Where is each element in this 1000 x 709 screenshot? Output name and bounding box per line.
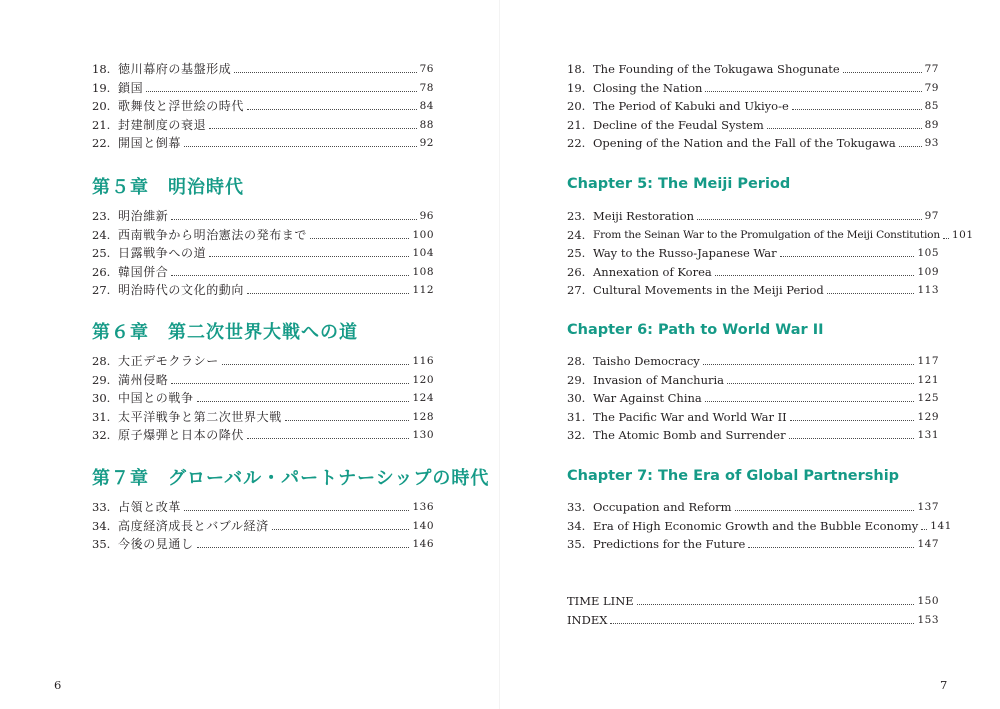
entry-title: 西南戦争から明治憲法の発布まで: [118, 227, 308, 242]
dot-leader: [247, 438, 409, 439]
entry-title: 鎖国: [118, 80, 144, 95]
toc-entry: [92, 424, 434, 442]
entry-number: 33.: [92, 500, 111, 514]
toc-entry: [92, 515, 434, 533]
entry-title: 原子爆弾と日本の降伏: [118, 428, 245, 443]
chapter-6-heading-en: Chapter 6: Path to World War II: [567, 322, 824, 338]
entry-title: War Against China: [593, 391, 702, 406]
toc-entry: [567, 58, 939, 76]
entry-page-number: 141: [930, 519, 952, 532]
entry-page-number: 128: [412, 410, 434, 423]
entry-number: 23.: [92, 209, 111, 223]
entry-page-number: 153: [917, 613, 939, 626]
entry-title: 高度経済成長とバブル経済: [118, 518, 269, 533]
toc-entry: [92, 496, 434, 514]
toc-entry: [92, 58, 434, 76]
dot-leader: [715, 275, 915, 276]
entry-page-number: 88: [419, 118, 434, 131]
dot-leader: [705, 401, 915, 402]
entry-title: The Founding of the Tokugawa Shogunate: [593, 62, 840, 76]
toc-entry: [567, 424, 939, 442]
entry-number: 25.: [92, 246, 111, 261]
entry-number: 25.: [567, 246, 586, 261]
entry-number: 21.: [92, 117, 111, 132]
entry-title: 徳川幕府の基盤形成: [118, 62, 232, 76]
entry-title: Decline of the Feudal System: [593, 117, 764, 132]
entry-title: 歌舞伎と浮世絵の時代: [118, 99, 245, 114]
entry-title: TIME LINE: [567, 594, 634, 608]
entry-page-number: 130: [412, 429, 434, 442]
entry-title: The Pacific War and World War II: [593, 409, 787, 424]
dot-leader: [285, 420, 410, 421]
dot-leader: [703, 364, 915, 365]
dot-leader: [792, 109, 922, 110]
entry-number: 26.: [567, 264, 586, 279]
entry-number: 34.: [92, 518, 111, 533]
entry-page-number: 92: [419, 137, 434, 150]
entry-title: 封建制度の衰退: [118, 117, 207, 132]
entry-number: 31.: [567, 409, 586, 424]
toc-entry: [92, 279, 434, 297]
dot-leader: [610, 623, 914, 624]
entry-page-number: 97: [924, 210, 939, 222]
entry-title: 占領と改革: [118, 500, 182, 514]
right-page-english: [500, 0, 1000, 709]
entry-number: 28.: [92, 354, 111, 368]
toc-entry: [567, 387, 939, 405]
entry-number: 23.: [567, 209, 586, 223]
toc-entry: [567, 132, 939, 150]
entry-number: 22.: [567, 136, 586, 151]
entry-page-number: 100: [412, 228, 434, 241]
entry-number: 24.: [92, 227, 111, 242]
toc-entry: [567, 205, 939, 223]
dot-leader: [748, 547, 914, 548]
dot-leader: [247, 109, 417, 110]
entry-title: 韓国併合: [118, 264, 169, 279]
entry-number: 26.: [92, 264, 111, 279]
dot-leader: [272, 529, 410, 530]
entry-title: Invasion of Manchuria: [593, 372, 725, 387]
entry-title: 今後の見通し: [118, 537, 194, 552]
entry-title: INDEX: [567, 612, 608, 627]
entry-title: From the Seinan War to the Promulgation of the Meiji Constitution: [593, 228, 940, 241]
dot-leader: [637, 604, 915, 605]
toc-entry: [567, 242, 939, 260]
entry-number: 19.: [567, 80, 586, 95]
dot-leader: [197, 401, 410, 402]
entry-page-number: 84: [419, 100, 434, 113]
toc-entry: [92, 132, 434, 150]
entry-title: 満州侵略: [118, 372, 169, 387]
dot-leader: [727, 383, 914, 384]
entry-page-number: 131: [917, 429, 939, 442]
entry-page-number: 109: [917, 265, 939, 278]
entry-title: Opening of the Nation and the Fall of the Tokugawa: [593, 136, 896, 151]
entry-page-number: 146: [412, 538, 434, 551]
entry-page-number: 125: [917, 392, 939, 405]
entry-page-number: 150: [917, 595, 939, 607]
toc-entry: [567, 114, 939, 132]
entry-number: 32.: [92, 428, 111, 443]
entry-number: 31.: [92, 409, 111, 424]
entry-page-number: 108: [412, 265, 434, 278]
entry-title: 明治時代の文化的動向: [118, 283, 245, 298]
dot-leader: [222, 364, 410, 365]
dot-leader: [705, 91, 921, 92]
entry-number: 29.: [567, 372, 586, 387]
toc-entry: [567, 224, 974, 242]
entry-number: 27.: [92, 283, 111, 298]
entry-title: 太平洋戦争と第二次世界大戦: [118, 409, 282, 424]
entry-number: 32.: [567, 428, 586, 443]
entry-title: Closing the Nation: [593, 80, 703, 95]
dot-leader: [310, 238, 409, 239]
entry-number: 21.: [567, 117, 586, 132]
entry-title: 明治維新: [118, 209, 169, 223]
entry-page-number: 124: [412, 392, 434, 405]
entry-title: The Atomic Bomb and Surrender: [593, 428, 786, 443]
entry-number: 30.: [567, 391, 586, 406]
entry-page-number: 79: [924, 81, 939, 94]
page-number-left: 6: [54, 678, 62, 692]
entry-number: 27.: [567, 283, 586, 298]
entry-number: 18.: [92, 62, 111, 76]
entry-number: 19.: [92, 80, 111, 95]
dot-leader: [827, 293, 915, 294]
entry-page-number: 77: [924, 63, 939, 75]
entry-number: 29.: [92, 372, 111, 387]
toc-entry: [92, 261, 434, 279]
dot-leader: [171, 275, 409, 276]
toc-entry: [92, 369, 434, 387]
entry-page-number: 112: [412, 284, 434, 297]
dot-leader: [780, 256, 915, 257]
toc-entry: [92, 224, 434, 242]
page-number-right: 7: [940, 678, 948, 692]
entry-number: 22.: [92, 136, 111, 151]
toc-entry: [92, 77, 434, 95]
toc-entry: [92, 406, 434, 424]
dot-leader: [209, 256, 409, 257]
toc-entry: [567, 279, 939, 297]
entry-page-number: 140: [412, 519, 434, 532]
entry-title: Taisho Democracy: [593, 354, 700, 368]
dot-leader: [234, 72, 416, 73]
entry-page-number: 113: [917, 284, 939, 297]
dot-leader: [184, 510, 409, 511]
dot-leader: [843, 72, 922, 73]
toc-entry: [567, 369, 939, 387]
entry-number: 30.: [92, 391, 111, 406]
entry-title: Predictions for the Future: [593, 537, 746, 552]
chapter-7-heading-jp: 第７章 グローバル・パートナーシップの時代: [92, 468, 490, 489]
toc-entry: [92, 387, 434, 405]
toc-entry: [92, 533, 434, 551]
entry-page-number: 85: [924, 100, 939, 113]
toc-entry: [92, 205, 434, 223]
dot-leader: [789, 438, 915, 439]
entry-page-number: 116: [412, 355, 434, 367]
toc-entry: [567, 77, 939, 95]
toc-entry: [567, 95, 939, 113]
toc-entry: [92, 114, 434, 132]
toc-entry: [567, 496, 939, 514]
dot-leader: [943, 238, 949, 239]
entry-page-number: 96: [419, 210, 434, 222]
entry-title: The Period of Kabuki and Ukiyo-e: [593, 99, 789, 114]
dot-leader: [899, 146, 922, 147]
entry-page-number: 89: [924, 118, 939, 131]
toc-entry: [92, 350, 434, 368]
entry-number: 35.: [567, 537, 586, 552]
dot-leader: [247, 293, 409, 294]
chapter-5-heading-en: Chapter 5: The Meiji Period: [567, 176, 791, 192]
dot-leader: [767, 128, 922, 129]
toc-entry: [567, 590, 939, 608]
entry-number: 33.: [567, 500, 586, 514]
dot-leader: [171, 219, 416, 220]
entry-number: 28.: [567, 354, 586, 368]
entry-page-number: 147: [917, 538, 939, 551]
entry-page-number: 93: [924, 137, 939, 150]
dot-leader: [735, 510, 915, 511]
entry-page-number: 104: [412, 247, 434, 260]
toc-entry: [567, 350, 939, 368]
dot-leader: [209, 128, 416, 129]
entry-page-number: 136: [412, 501, 434, 513]
entry-number: 35.: [92, 537, 111, 552]
entry-number: 20.: [567, 99, 586, 114]
entry-page-number: 117: [917, 355, 939, 367]
entry-page-number: 129: [917, 410, 939, 423]
dot-leader: [197, 547, 410, 548]
entry-title: Cultural Movements in the Meiji Period: [593, 283, 824, 298]
entry-title: 中国との戦争: [118, 391, 194, 406]
entry-title: 開国と倒幕: [118, 136, 182, 151]
entry-page-number: 137: [917, 501, 939, 513]
dot-leader: [184, 146, 417, 147]
entry-page-number: 78: [419, 81, 434, 94]
entry-number: 24.: [567, 227, 586, 242]
dot-leader: [790, 420, 915, 421]
toc-entry: [92, 242, 434, 260]
entry-title: Annexation of Korea: [593, 264, 712, 279]
entry-page-number: 101: [951, 228, 974, 241]
chapter-7-heading-en: Chapter 7: The Era of Global Partnership: [567, 468, 900, 484]
entry-title: Era of High Economic Growth and the Bubble Economy: [593, 518, 919, 533]
entry-number: 20.: [92, 99, 111, 114]
dot-leader: [921, 529, 927, 530]
chapter-5-heading-jp: 第５章 明治時代: [92, 177, 244, 198]
toc-entry: [567, 515, 952, 533]
entry-page-number: 120: [412, 373, 434, 386]
entry-title: 日露戦争への道: [118, 246, 207, 261]
toc-entry: [567, 406, 939, 424]
entry-title: Way to the Russo-Japanese War: [593, 246, 777, 261]
entry-title: 大正デモクラシー: [118, 354, 219, 368]
toc-entry: [92, 95, 434, 113]
entry-page-number: 121: [917, 373, 939, 386]
toc-entry: [567, 609, 939, 627]
entry-page-number: 105: [917, 247, 939, 260]
entry-title: Occupation and Reform: [593, 500, 732, 514]
entry-number: 34.: [567, 518, 586, 533]
toc-entry: [567, 261, 939, 279]
dot-leader: [171, 383, 409, 384]
entry-title: Meiji Restoration: [593, 209, 695, 223]
chapter-6-heading-jp: 第６章 第二次世界大戦への道: [92, 322, 358, 343]
entry-number: 18.: [567, 62, 586, 76]
dot-leader: [697, 219, 922, 220]
dot-leader: [146, 91, 416, 92]
entry-page-number: 76: [419, 63, 434, 75]
toc-entry: [567, 533, 939, 551]
